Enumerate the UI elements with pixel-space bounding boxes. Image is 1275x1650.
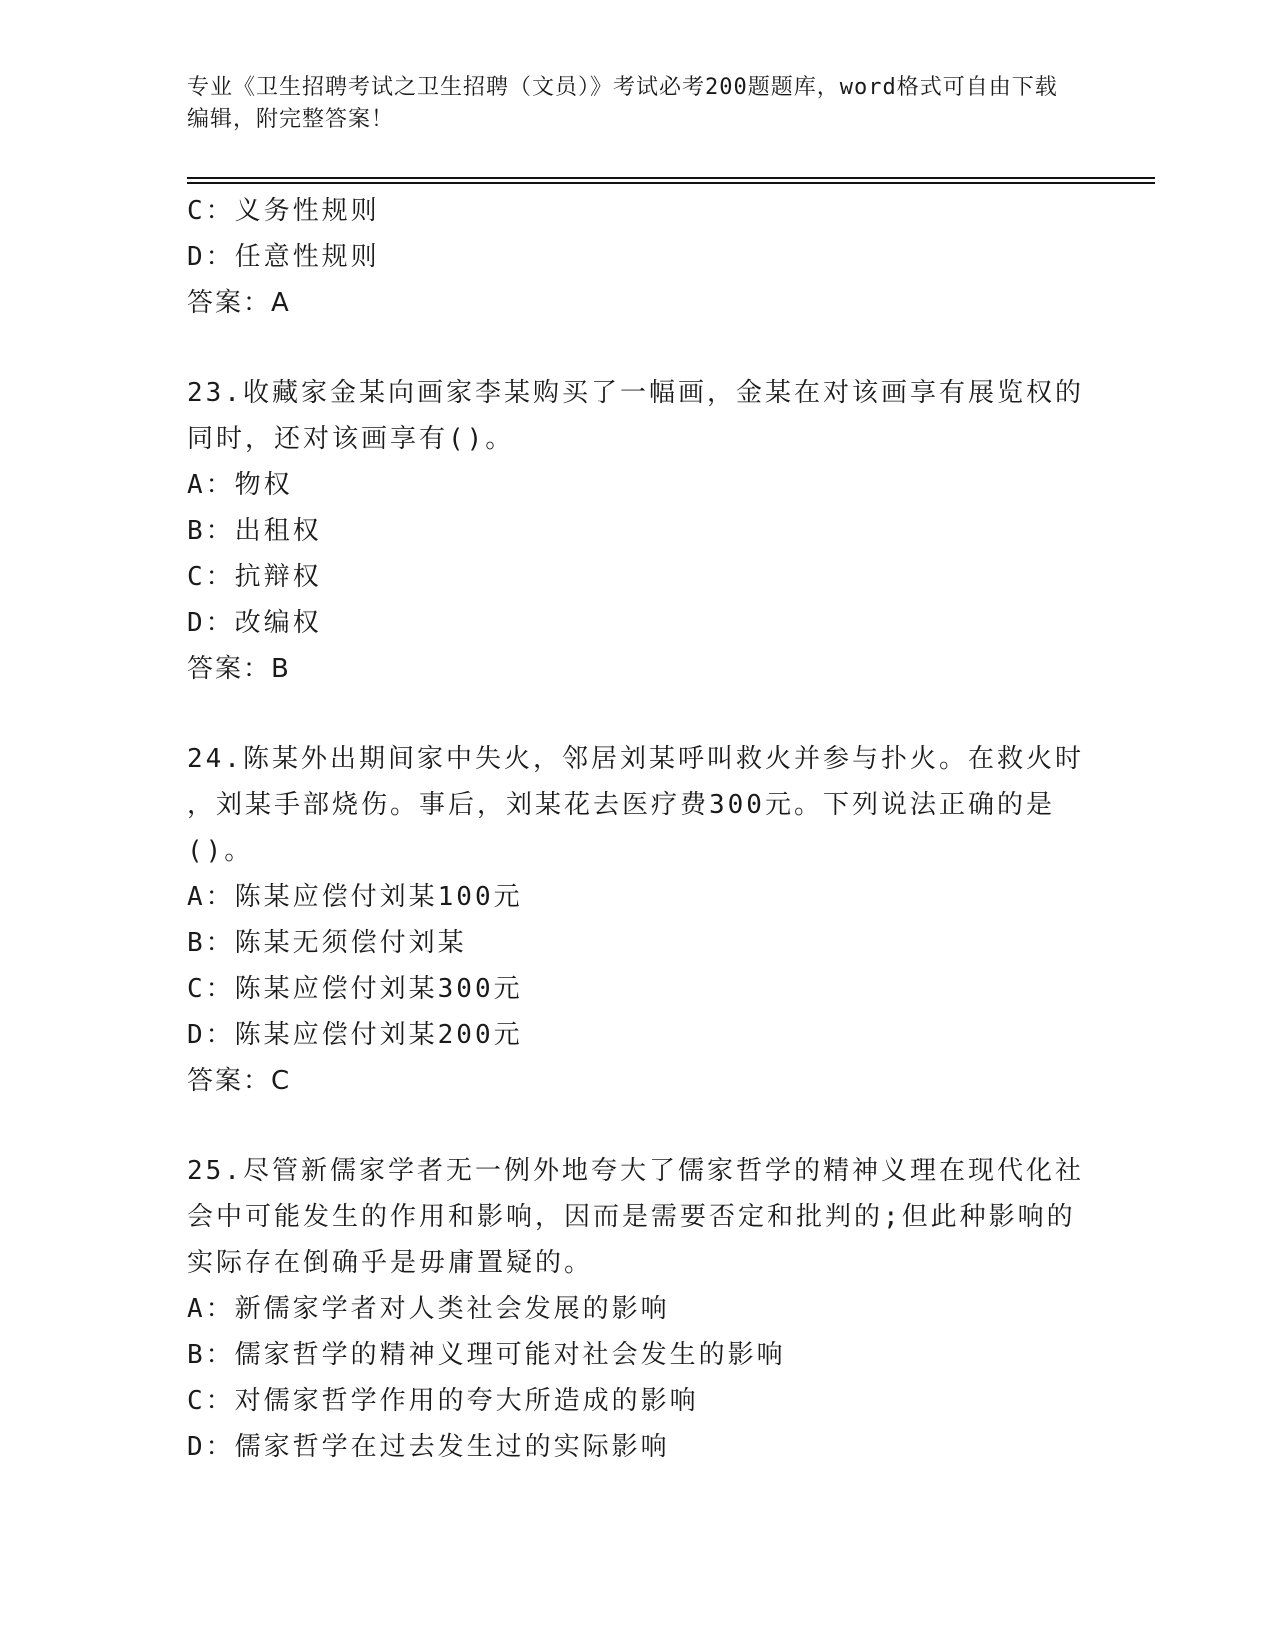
question-24-text-2: ，刘某手部烧伤。事后，刘某花去医疗费300元。下列说法正确的是 <box>187 790 1055 820</box>
q23-option-b: B：出租权 <box>187 516 322 546</box>
q25-option-d: D：儒家哲学在过去发生过的实际影响 <box>187 1432 670 1462</box>
question-content <box>187 188 1087 1470</box>
spacer <box>187 1104 1087 1148</box>
q23-option-c: C：抗辩权 <box>187 562 322 592</box>
question-23-text-1: 23.收藏家金某向画家李某购买了一幅画，金某在对该画享有展览权的 <box>187 378 1084 408</box>
q23-option-a: A：物权 <box>187 470 293 500</box>
question-24-text-3: ()。 <box>187 836 254 866</box>
question-25-text-1: 25.尽管新儒家学者无一例外地夸大了儒家哲学的精神义理在现代化社 <box>187 1156 1084 1186</box>
q25-option-b: B：儒家哲学的精神义理可能对社会发生的影响 <box>187 1340 786 1370</box>
spacer <box>187 692 1087 736</box>
q24-answer: 答案：C <box>187 1066 292 1096</box>
spacer <box>187 326 1087 370</box>
option-d: D：任意性规则 <box>187 242 380 272</box>
question-25-text-3: 实际存在倒确乎是毋庸置疑的。 <box>187 1248 594 1278</box>
q23-option-d: D：改编权 <box>187 608 322 638</box>
q24-option-b: B：陈某无须偿付刘某 <box>187 928 467 958</box>
question-24-text-1: 24.陈某外出期间家中失火，邻居刘某呼叫救火并参与扑火。在救火时 <box>187 744 1084 774</box>
q24-option-a: A：陈某应偿付刘某100元 <box>187 882 523 912</box>
question-23-text-2: 同时，还对该画享有()。 <box>187 424 515 454</box>
q23-answer: 答案：B <box>187 654 291 684</box>
q25-option-c: C：对儒家哲学作用的夸大所造成的影响 <box>187 1386 699 1416</box>
q24-option-d: D：陈某应偿付刘某200元 <box>187 1020 523 1050</box>
option-c: C：义务性规则 <box>187 196 380 226</box>
header-divider-bottom <box>187 182 1155 184</box>
question-25-text-2: 会中可能发生的作用和影响，因而是需要否定和批判的;但此种影响的 <box>187 1202 1076 1232</box>
q24-option-c: C：陈某应偿付刘某300元 <box>187 974 523 1004</box>
header-divider-top <box>187 177 1155 179</box>
answer-line: 答案：A <box>187 288 291 318</box>
q25-option-a: A：新儒家学者对人类社会发展的影响 <box>187 1294 670 1324</box>
page-header: 专业《卫生招聘考试之卫生招聘（文员）》考试必考200题题库，word格式可自由下载编辑，附完整答案！ <box>187 75 1058 132</box>
